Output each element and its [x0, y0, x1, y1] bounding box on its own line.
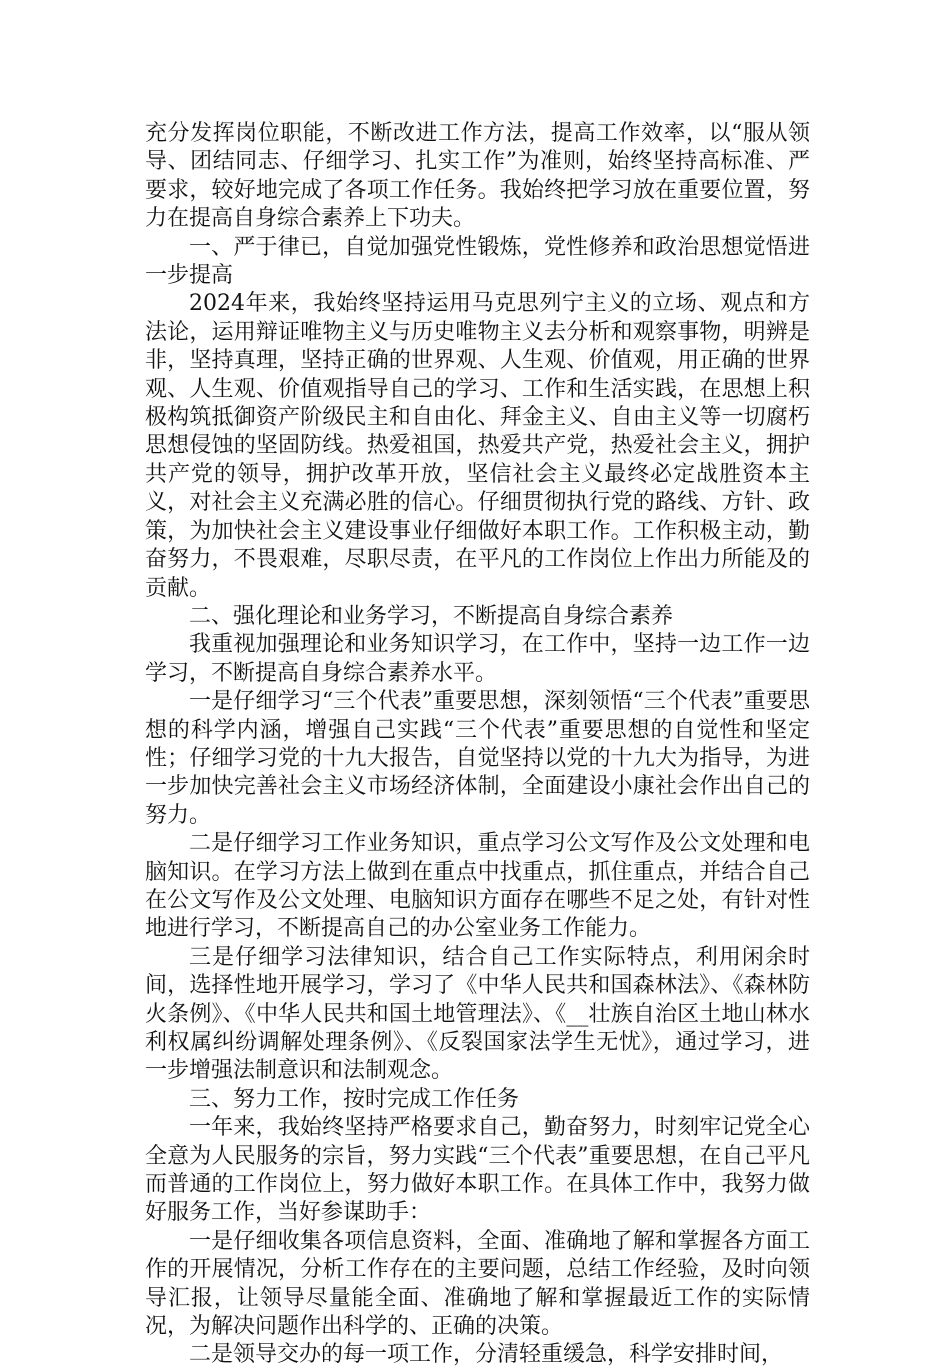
paragraph-5: 二是仔细学习工作业务知识，重点学习公文写作及公文处理和电脑知识。在学习方法上做到在重点中找重点，抓住重点，并结合自己在公文写作及公文处理、电脑知识方面存在哪些不足之处，有针对性地进行学习，不断提高自己的办公室业务工作能力。 [145, 831, 810, 942]
section-heading-3: 三、努力工作，按时完成工作任务 [189, 1086, 520, 1112]
section-heading-1: 一、严于律已，自觉加强党性锻炼，党性修养和政治思想觉悟进一步提高 [145, 234, 810, 289]
paragraph-8: 一是仔细收集各项信息资料，全面、准确地了解和掌握各方面工作的开展情况，分析工作存在的主要问题，总结工作经验，及时向领导汇报，让领导尽量能全面、准确地了解和掌握最近工作的实际情况，为解决问题作出科学的、正确的决策。 [145, 1228, 810, 1340]
paragraph-4: 一是仔细学习“三个代表”重要思想，深刻领悟“三个代表”重要思想的科学内涵，增强自己实践“三个代表”重要思想的自觉性和坚定性；仔细学习党的十九大报告，自觉坚持以党的十九大为指导，为进一步加快完善社会主义市场经济体制，全面建设小康社会作出自己的努力。 [145, 689, 810, 828]
paragraph-2: 2024年来，我始终坚持运用马克思列宁主义的立场、观点和方法论，运用辩证唯物主义与历史唯物主义去分析和观察事物，明辨是非，坚持真理，坚持正确的世界观、人生观、价值观，用正确的世界观、人生观、价值观指导自己的学习、工作和生活实践，在思想上积极构筑抵御资产阶级民主和自由化、拜金主义、自由主义等一切腐朽思想侵蚀的坚固防线。热爱祖国，热爱共产党，热爱社会主义，拥护共产党的领导，拥护改革开放，坚信社会主义最终必定战胜资本主义，对社会主义充满必胜的信心。仔细贯彻执行党的路线、方针、政策，为加快社会主义建设事业仔细做好本职工作。工作积极主动，勤奋努力，不畏艰难，尽职尽责，在平凡的工作岗位上作出力所能及的贡献。 [145, 291, 810, 601]
paragraph-3: 我重视加强理论和业务知识学习，在工作中，坚持一边工作一边学习，不断提高自身综合素养水平。 [145, 632, 810, 686]
paragraph-1: 充分发挥岗位职能，不断改进工作方法，提高工作效率，以“服从领导、团结同志、仔细学习、扎实工作”为准则，始终坚持高标准、严要求，较好地完成了各项工作任务。我始终把学习放在重要位置，努力在提高自身综合素养上下功夫。 [145, 121, 810, 232]
section-heading-2: 二、强化理论和业务学习，不断提高自身综合素养 [189, 603, 674, 629]
paragraph-6: 三是仔细学习法律知识，结合自己工作实际特点，利用闲余时间，选择性地开展学习，学习了《中华人民共和国森林法》、《森林防火条例》、《中华人民共和国土地管理法》、《__壮族自治区土地山林水利权属纠纷调解处理条例》、《反裂国家法学生无忧》，通过学习，进一步增强法制意识和法制观念。 [145, 944, 810, 1084]
paragraph-7: 一年来，我始终坚持严格要求自己，勤奋努力，时刻牢记党全心全意为人民服务的宗旨，努力实践“三个代表”重要思想，在自己平凡而普通的工作岗位上，努力做好本职工作。在具体工作中，我努力做好服务工作，当好参谋助手： [145, 1115, 810, 1226]
paragraph-9: 二是领导交办的每一项工作，分清轻重缓急，科学安排时间， [189, 1342, 784, 1368]
document-body [145, 120, 810, 1370]
